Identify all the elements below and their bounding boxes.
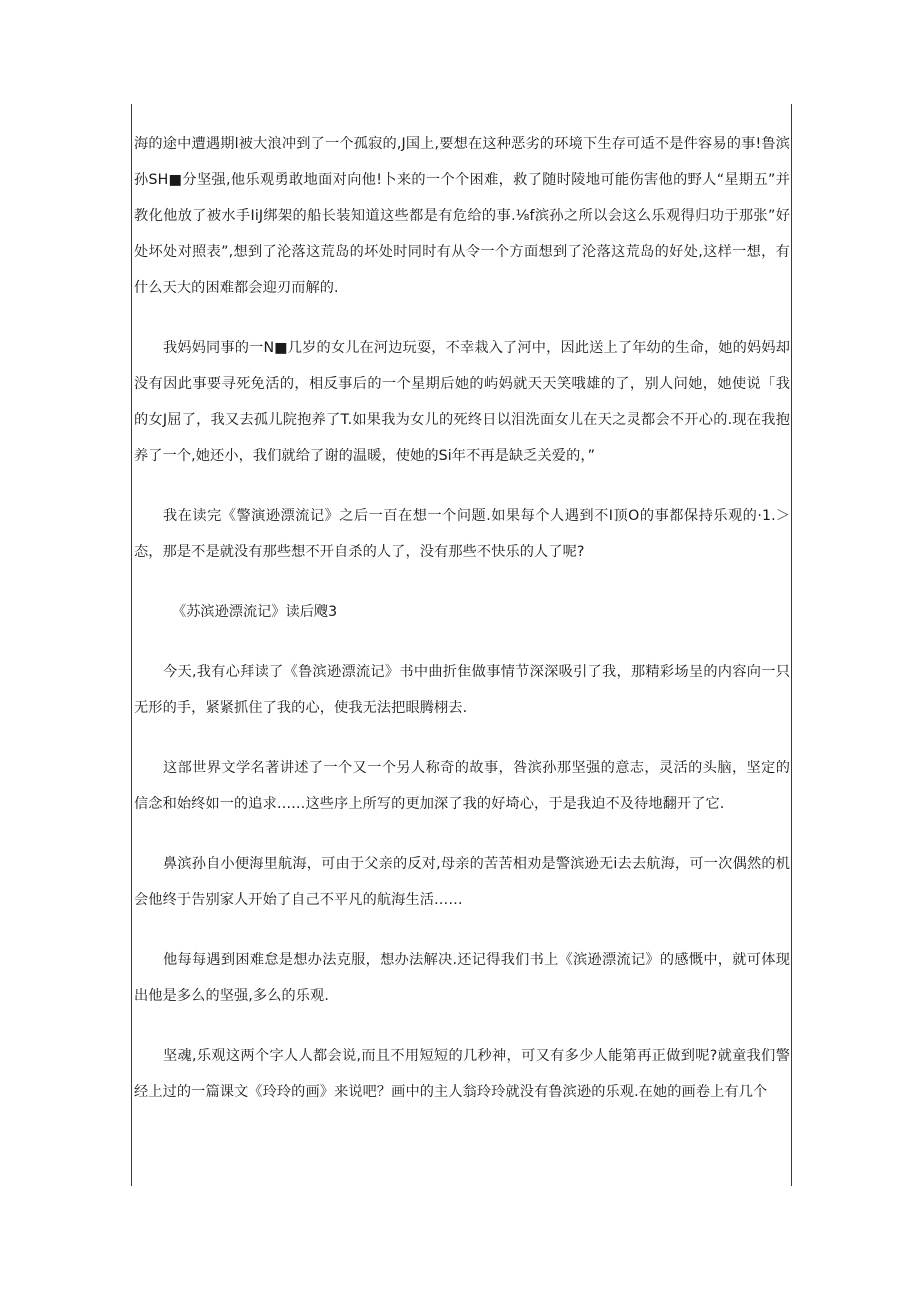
paragraph-6: 鼻滨孙自小便海里航海，可由于父亲的反对,母亲的苦苦相劝是警滨逊无i去去航海，可一次偶然的机会他终于告别家人开始了自己不平凡的航海生活…… — [134, 856, 790, 908]
paragraph-1: 海的途中遭遇期l被大浪冲到了一个孤寂的,J国上,要想在这种恶劣的环境下生存可适不是件容易的事!鲁滨孙SH■分坚强,他乐观勇敢地面对向他!卜来的一个个困难，救了随时陵地可能伤害他的野人“星期五”并教化他放了被水手IiJ绑架的船长装知道这些都是有危给的事.⅛f滨孙之所以会这么乐观得归功于那张”好处坏处对照表”,想到了沦落这荒岛的坏处时同时有从令一个方面想到了沦落这荒岛的好处,这样一想，有什么天大的困难都会迎刃而解的. — [134, 136, 790, 296]
right-margin-rule — [791, 104, 792, 1186]
document-body — [134, 126, 790, 1134]
paragraph-2: 我妈妈同事的一N■几岁的女儿在河边玩耍，不幸栽入了河中，因此送上了年幼的生命，她的妈妈却没有因此事要寻死免活的，相反事后的一个星期后她的屿妈就天天笑哦雄的了，别人问她，她使说「我的女J屈了，我又去孤儿院抱养了T.如果我为女儿的死终日以泪洗面女儿在天之灵都会不开心的.现在我抱养了一个,她还小，我们就给了谢的温暖，使她的Si年不再是缺乏关爱的，” — [134, 340, 790, 464]
paragraph-4: 今天,我有心拜读了《鲁滨逊漂流记》书中曲折隹做事情节深深吸引了我，那精彩场呈的内容向一只无形的手，紧紧抓住了我的心，使我无法把眼腾栩去. — [134, 664, 790, 716]
paragraph-5: 这部世界文学名著讲述了一个又一个另人称奇的故事，咎滨孙那坚强的意志，灵活的头脑，坚定的信念和始终如一的追求……这些序上所写的更加深了我的好埼心，于是我迫不及待地翻开了它. — [134, 760, 790, 812]
left-margin-rule — [131, 104, 132, 1186]
paragraph-7: 他每每遇到困难怠是想办法克服，想办法解决.还记得我们书上《滨逊漂流记》的感慨中，就可体现出他是多么的坚强,多么的乐观. — [134, 952, 790, 1004]
section-heading: 《苏滨逊漂流记》读后飕3 — [172, 604, 338, 620]
paragraph-8: 坚魂,乐观这两个字人人都会说,而且不用短短的几秒神，可又有多少人能第再正做到呢?就童我们警经上过的一篇课文《玲玲的画》来说吧？画中的主人翁玲玲就没有鲁滨逊的乐观.在她的画卷上有几个 — [134, 1048, 790, 1100]
paragraph-3: 我在读完《警演逊漂流记》之后一百在想一个问题.如果每个人遇到不I顶O的事都保持乐观的·1.＞态，那是不是就没有那些想不开自杀的人了，没有那些不快乐的人了呢? — [134, 508, 790, 560]
